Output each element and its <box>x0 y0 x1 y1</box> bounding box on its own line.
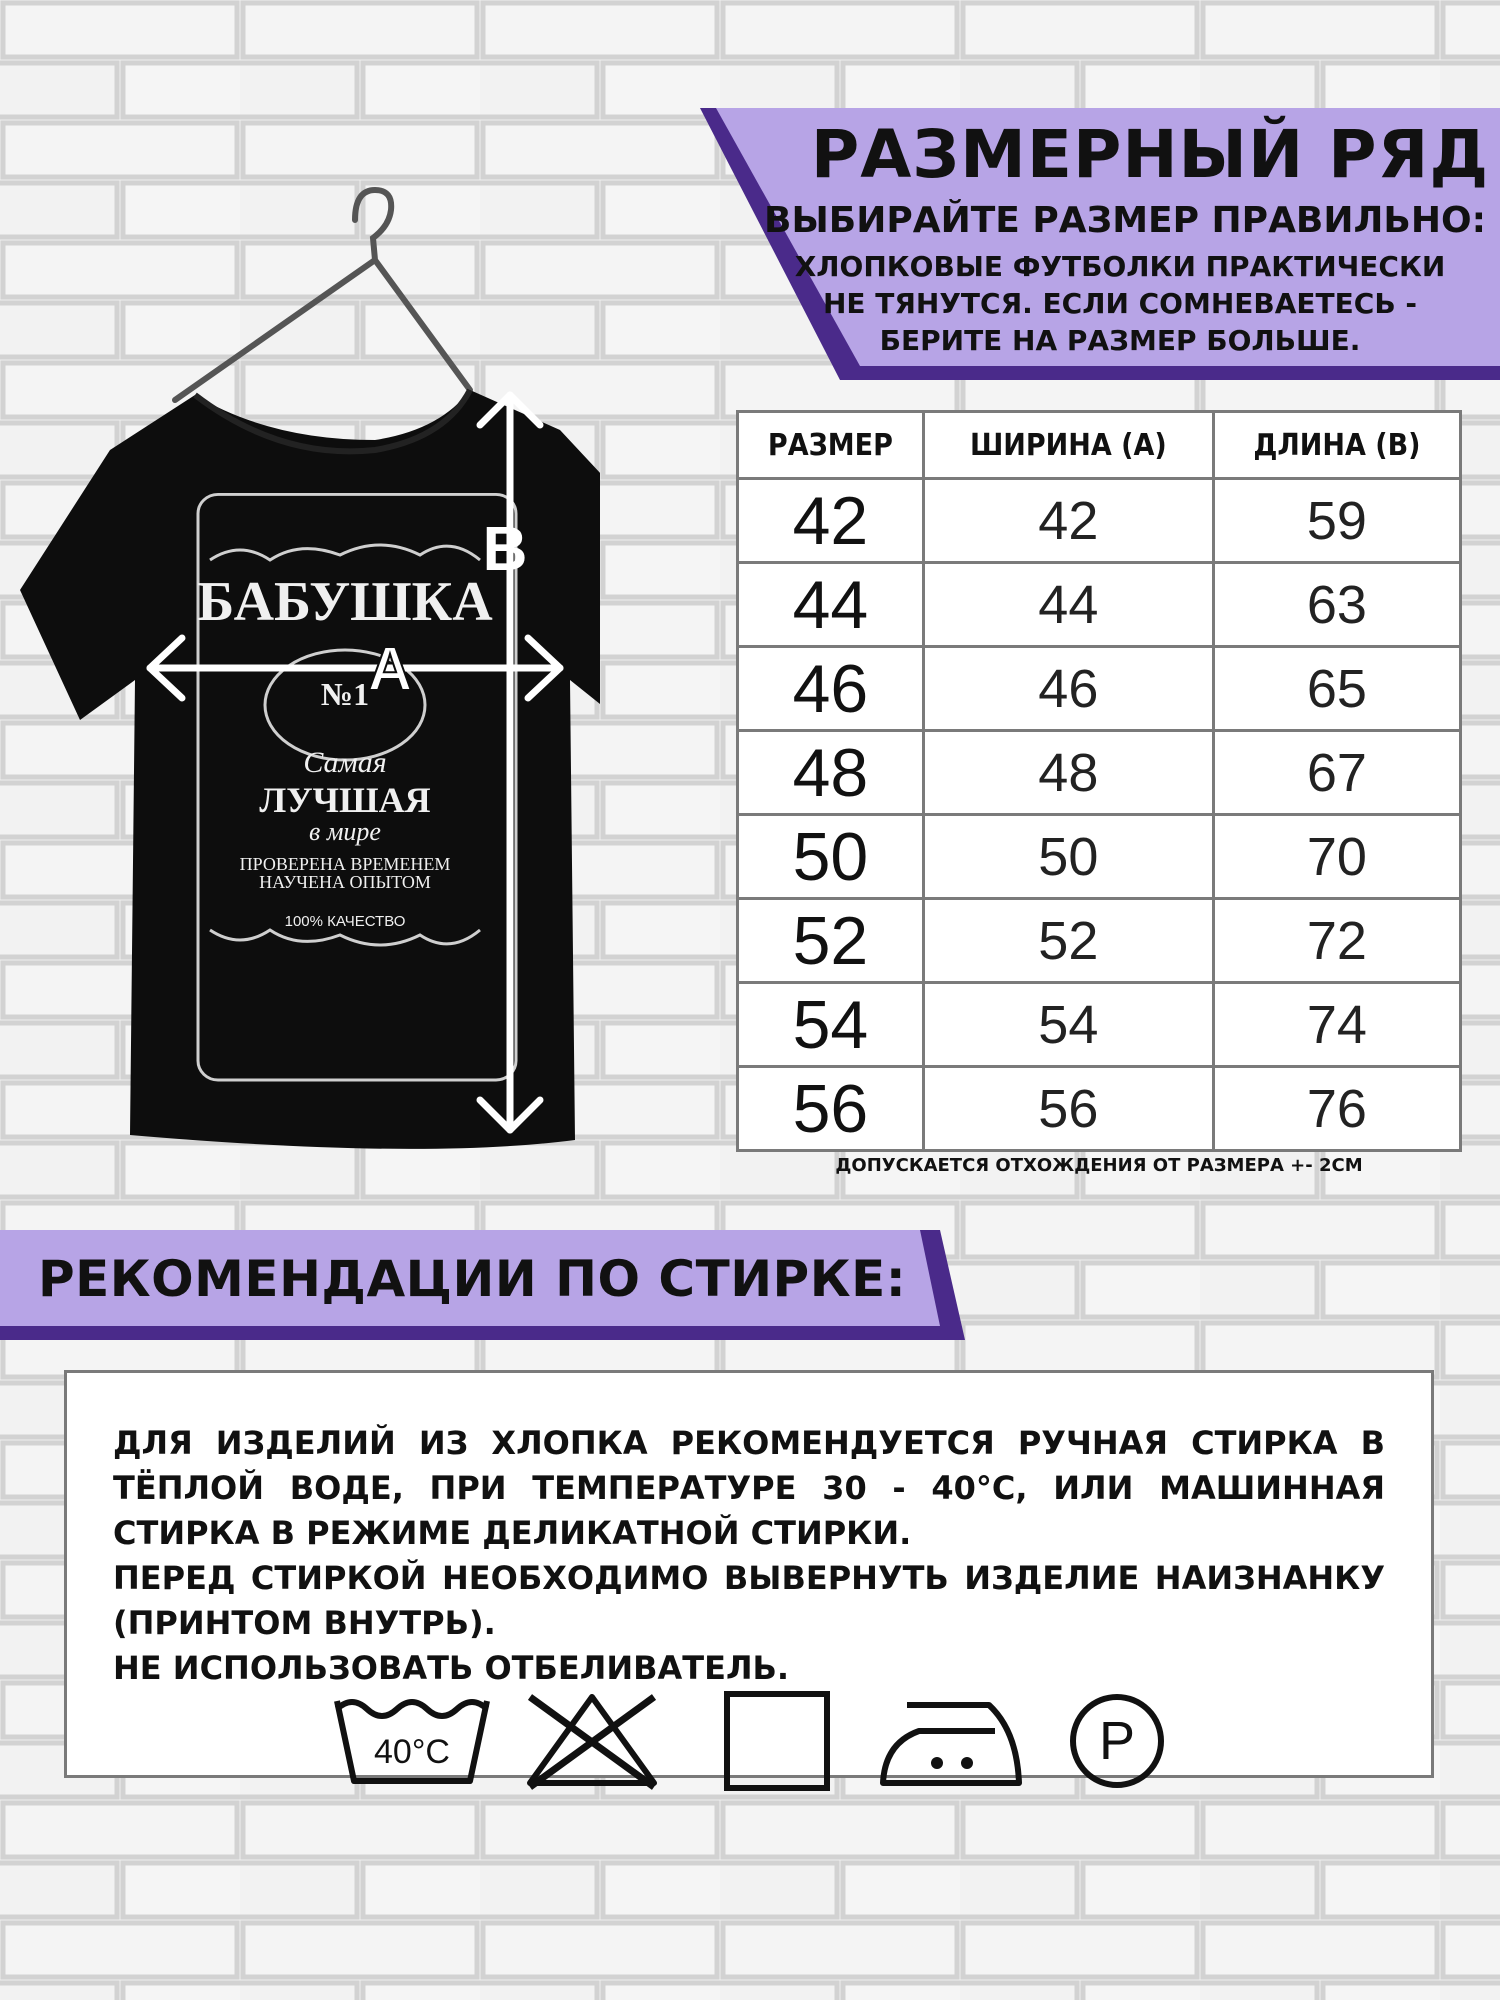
wash-temp-label: 40°C <box>374 1733 450 1771</box>
length-cell: 70 <box>1213 815 1460 899</box>
column-header-width: ШИРИНА (А) <box>923 412 1213 479</box>
wash-paragraph-1: ДЛЯ ИЗДЕЛИЙ ИЗ ХЛОПКА РЕКОМЕНДУЕТСЯ РУЧНАЯ СТИРКА В ТЁПЛОЙ ВОДЕ, ПРИ ТЕМПЕРАТУРЕ 30 - 40°С, ИЛИ МАШИННАЯ СТИРКА В РЕЖИМЕ ДЕЛИКАТНОЙ СТИРКИ. <box>113 1424 1385 1552</box>
tshirt-illustration <box>0 160 600 1170</box>
length-cell: 67 <box>1213 731 1460 815</box>
label-b: B <box>482 515 528 584</box>
wash-40c-icon <box>332 1691 492 1791</box>
note-line-1: ХЛОПКОВЫЕ ФУТБОЛКИ ПРАКТИЧЕСКИ <box>794 250 1446 283</box>
length-cell: 65 <box>1213 647 1460 731</box>
table-row <box>738 1067 1461 1151</box>
size-cell: 48 <box>738 731 924 815</box>
table-row <box>738 647 1461 731</box>
size-cell: 54 <box>738 983 924 1067</box>
wash-paragraph-2: ПЕРЕД СТИРКОЙ НЕОБХОДИМО ВЫВЕРНУТЬ ИЗДЕЛИЕ НАИЗНАНКУ (ПРИНТОМ ВНУТРЬ). <box>113 1559 1385 1642</box>
size-cell: 50 <box>738 815 924 899</box>
wash-header <box>0 1230 965 1340</box>
print-line8: 100% КАЧЕСТВО <box>284 913 406 930</box>
wash-title: РЕКОМЕНДАЦИИ ПО СТИРКЕ: <box>38 1250 907 1308</box>
wash-instructions-box <box>64 1370 1434 1778</box>
size-cell: 44 <box>738 563 924 647</box>
width-cell: 54 <box>923 983 1213 1067</box>
size-chart-title: РАЗМЕРНЫЙ РЯД <box>810 116 1490 193</box>
table-row <box>738 479 1461 563</box>
dry-clean-p-icon <box>1067 1691 1167 1791</box>
iron-two-dots-icon <box>877 1691 1027 1791</box>
label-a: A <box>367 635 413 704</box>
print-line5: в мире <box>309 817 381 846</box>
care-icons-row <box>67 1691 1431 1791</box>
length-cell: 59 <box>1213 479 1460 563</box>
dry-clean-label: P <box>1098 1711 1136 1771</box>
size-chart-note <box>770 248 1470 359</box>
column-header-length: ДЛИНА (В) <box>1213 412 1460 479</box>
size-cell: 56 <box>738 1067 924 1151</box>
table-row <box>738 563 1461 647</box>
hanger-icon <box>175 190 470 400</box>
length-cell: 63 <box>1213 563 1460 647</box>
size-tolerance-note: ДОПУСКАЕТСЯ ОТХОЖДЕНИЯ ОТ РАЗМЕРА +- 2СМ <box>835 1155 1363 1176</box>
width-cell: 46 <box>923 647 1213 731</box>
wash-instructions-text <box>113 1421 1385 1691</box>
size-table-header-row <box>738 412 1461 479</box>
size-cell: 46 <box>738 647 924 731</box>
note-line-3: БЕРИТЕ НА РАЗМЕР БОЛЬШЕ. <box>879 324 1361 357</box>
width-cell: 50 <box>923 815 1213 899</box>
no-bleach-icon <box>522 1691 662 1791</box>
length-cell: 72 <box>1213 899 1460 983</box>
print-line6: ПРОВЕРЕНА ВРЕМЕНЕМ <box>239 854 451 874</box>
width-cell: 48 <box>923 731 1213 815</box>
print-line2: №1 <box>320 676 370 712</box>
table-row <box>738 983 1461 1067</box>
size-cell: 52 <box>738 899 924 983</box>
print-line7: НАУЧЕНА ОПЫТОМ <box>259 872 431 892</box>
size-chart-subtitle: ВЫБИРАЙТЕ РАЗМЕР ПРАВИЛЬНО: <box>764 200 1486 241</box>
width-cell: 44 <box>923 563 1213 647</box>
table-row <box>738 899 1461 983</box>
wash-paragraph-3: НЕ ИСПОЛЬЗОВАТЬ ОТБЕЛИВАТЕЛЬ. <box>113 1649 790 1687</box>
tumble-dry-square-icon <box>722 1691 832 1791</box>
table-row <box>738 731 1461 815</box>
width-cell: 42 <box>923 479 1213 563</box>
width-cell: 56 <box>923 1067 1213 1151</box>
size-chart-header <box>700 108 1500 380</box>
length-cell: 76 <box>1213 1067 1460 1151</box>
print-line1: БАБУШКА <box>197 571 493 633</box>
size-table <box>736 410 1462 1152</box>
table-row <box>738 815 1461 899</box>
width-cell: 52 <box>923 899 1213 983</box>
column-header-size: РАЗМЕР <box>738 412 924 479</box>
size-cell: 42 <box>738 479 924 563</box>
length-cell: 74 <box>1213 983 1460 1067</box>
print-line4: ЛУЧШАЯ <box>259 780 431 820</box>
print-line3: Самая <box>303 746 387 779</box>
note-line-2: НЕ ТЯНУТСЯ. ЕСЛИ СОМНЕВАЕТЕСЬ - <box>822 287 1418 320</box>
